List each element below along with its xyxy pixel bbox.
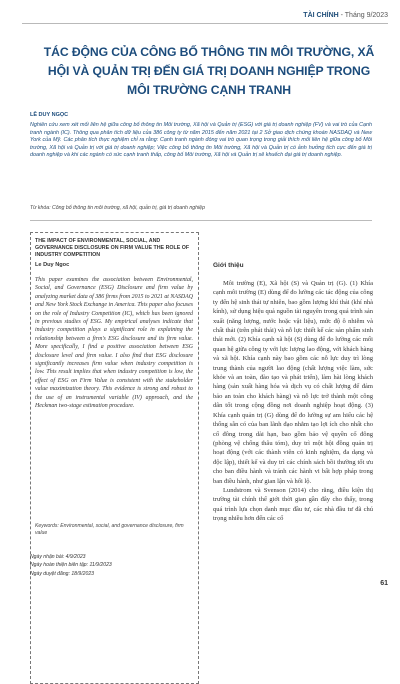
submission-dates bbox=[30, 553, 112, 578]
english-author: Le Duy Ngoc bbox=[35, 262, 70, 268]
header-section: TÀI CHÍNH bbox=[303, 12, 339, 19]
date-revised: Ngày hoàn thiện biên tập: 11/9/2023 bbox=[30, 562, 112, 569]
intro-paragraph: Môi trường (E), Xã hội (S) và Quản trị (G). (1) Khía cạnh môi trường (E) dùng để đo lường các tác động của công ty đến hệ sinh thái tự nhiên, bao gồm lượng khí thải (khí nhà kính), sử dụng hiệu quả nguồn tài nguyên trong quá trình sản xuất (năng lượng, nước hoặc vật liệu), mức độ ô nhiễm và chất thải (trên phát thải) và nỗ lực thiết kế các sản phẩm sinh thái mới. (2) Khía cạnh xã hội (S) dùng để đo lường các mối quan hệ giữa công ty với lực lượng lao động, với khách hàng và xã hội. Khía cạnh này bao gồm các nỗ lực duy trì lòng trung thành của người lao động (chất lượng việc làm, sức khỏe và an toàn, đào tạo và phát triển), làm hài lòng khách hàng (sản xuất hàng hóa và dịch vụ có chất lượng để đảm bảo an toàn cho khách hàng) và nỗ lực trở thành một công dân tốt trong cộng đồng nơi doanh nghiệp hoạt động. (3) Khía cạnh quản trị (G) dùng để đo lường sự am hiểu các hệ thống sẵn có của ban lãnh đạo nhằm tạo lợi ích cho nhất cho cổ đông trong dài hạn, bao gồm bảo vệ quyền cổ đông (phòng vệ chống thâu tóm), duy trì một hội đồng quản trị hoạt động (với các thành viên có kinh nghiệm, đa dạng và độc lập), thiết kế và duy trì các chính sách bồi thường tốt ưu cho ban điều hành và tránh các hành vi bất hợp pháp trong ban điều hành, như gian lận và hối lộ. bbox=[213, 280, 373, 485]
running-header bbox=[303, 12, 388, 19]
intro-body bbox=[213, 279, 373, 524]
english-title: THE IMPACT OF ENVIRONMENTAL, SOCIAL, AND GOVERNANCE DISCLOSURE ON FIRM VALUE THE ROLE OF INDUSTRY COMPETITION bbox=[35, 238, 190, 258]
abstract-vietnamese: Nghiên cứu xem xét mối liên hệ giữa công bố thông tin Môi trường, Xã hội và Quản trị (ESG) với giá trị doanh nghiệp (FV) và vai trò của Cạnh tranh ngành (IC). Thông qua phân tích dữ liệu của 386 công ty từ năm 2015 đến năm 2021 tại 2 Sở giao dịch chứng khoán NASDAQ và New York của Mỹ. Các phân tích thực nghiệm chỉ ra rằng: Cạnh tranh ngành đóng vai trò quan trọng trong giải thích mối liên hệ giữa công bố Môi trường, Xã hội và Quản trị với giá trị doanh nghiệp; Việc công bố thông tin Môi trường, Xã hội và Quản trị có ảnh hưởng tích cực đến giá trị doanh nghiệp và khi các ngành có sức cạnh tranh thấp, công bố Môi trường, Xã hội và Quản trị sẽ khuếch đại giá trị doanh nghiệp. bbox=[30, 122, 372, 159]
intro-paragraph: Lundstrom và Svenson (2014) cho rằng, điều kiện thị trường tài chính thế giới thời gian gần đây cho thấy, trong quá trình lựa chọn danh mục đầu tư, các nhà đầu tư đã chú trọng nhiều hơn đến các cổ bbox=[213, 486, 373, 523]
article-title: TÁC ĐỘNG CỦA CÔNG BỐ THÔNG TIN MÔI TRƯỜNG, XÃ HỘI VÀ QUẢN TRỊ ĐẾN GIÁ TRỊ DOANH NGHIỆP TRONG MÔI TRƯỜNG CẠNH TRANH bbox=[43, 45, 375, 97]
header-issue: - Tháng 9/2023 bbox=[338, 12, 388, 19]
article-author: LÊ DUY NGỌC bbox=[30, 112, 69, 118]
section-divider bbox=[30, 220, 372, 221]
header-rule bbox=[22, 23, 388, 24]
keywords-vietnamese: Từ khóa: Công bố thông tin môi trường, xã hội, quản trị, giá trị doanh nghiệp bbox=[30, 205, 205, 211]
date-accepted: Ngày duyệt đăng: 18/9/2023 bbox=[30, 570, 95, 577]
english-abstract: This paper examines the association between Environmental, Social, and Governance (ESG) Disclosure and firm value by analyzing market data of 386 firms from 2015 to 2021 at NASDAQ and New York Stock Exchange in America. This paper also focuses on the role of Industry Competition (IC), which has been ignored in previous studies of ESG. My empirical analyses indicate that industry competition plays a significant role in explaining the relationship between a firm's ESG disclosure and its firm value. More specifically, I find a positive association between ESG disclosure level and firm value. I also find that ESG disclosure significantly increases firm value when industry competition is low. This result implies that when industry competition is low, the effect of ESG on Firm Value is consistent with the stakeholder value maximization theory. This evidence is strong and robust to the use of an instrumental variable (IV) approach, and the Heckman two-stage estimation procedure. bbox=[35, 277, 193, 410]
date-received: Ngày nhận bài: 4/9/2023 bbox=[30, 554, 86, 560]
page-number: 61 bbox=[380, 580, 388, 587]
english-keywords: Keywords: Environmental, social, and governance disclosure, firm value bbox=[35, 523, 184, 536]
intro-heading: Giới thiệu bbox=[213, 262, 244, 269]
